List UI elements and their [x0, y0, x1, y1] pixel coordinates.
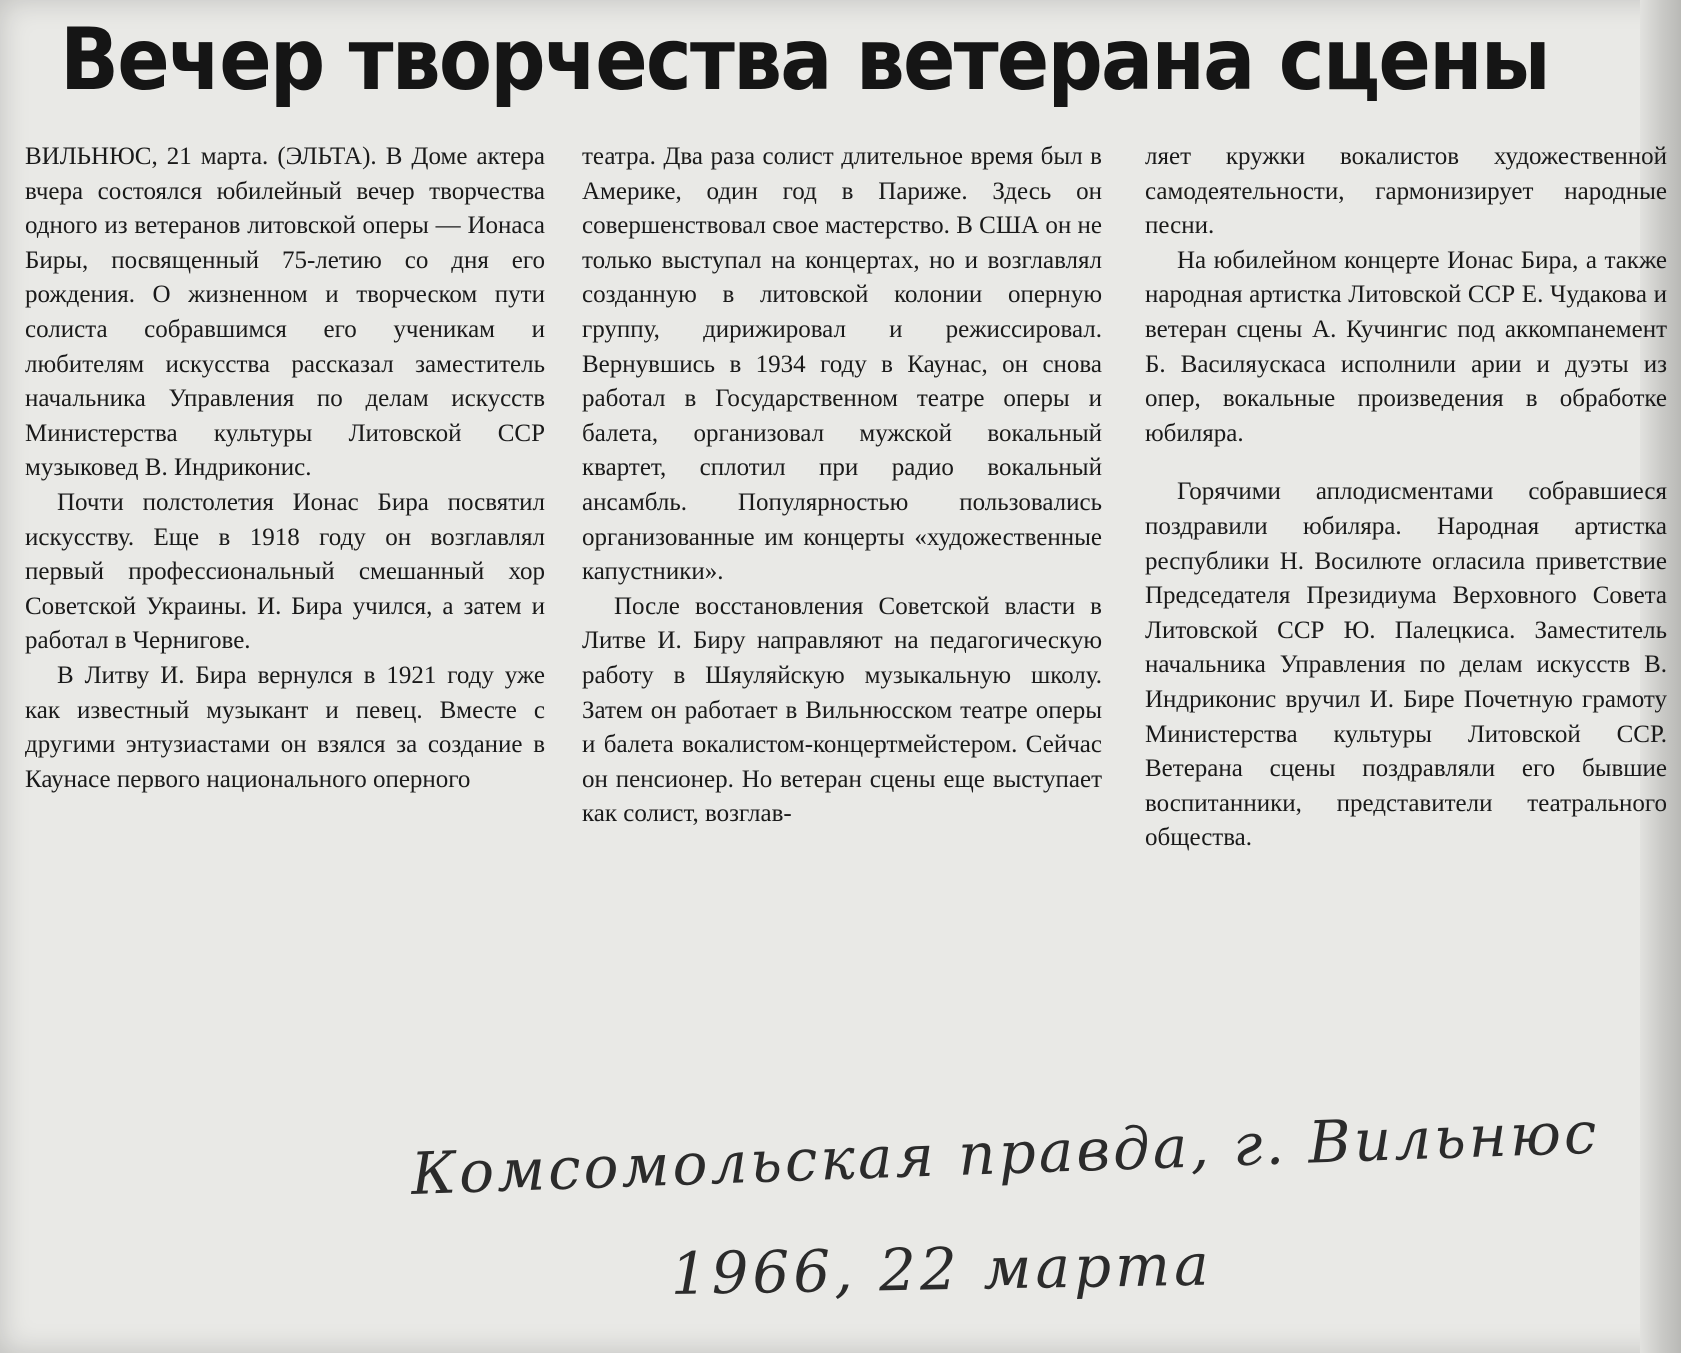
headline: Вечер творчества ветерана сцены: [60, 10, 1549, 110]
column-3-paragraph-3: Горячими аплодисментами собравшиеся поздравили юбиляра. Народная артистка республики Н. Восилюте огласила приветствие Председателя Президиума Верховного Совета Литовской ССР Ю. Палецкиса. Заместитель начальника Управления по делам искусств В. Индриконис вручил И. Бире Почетную грамоту Министерства культуры Литовской ССР. Ветерана сцены поздравляли его бывшие воспитанники, представители театрального общества.: [1145, 478, 1667, 852]
handwritten-note-line-2: 1966, 22 марта: [670, 1230, 1214, 1308]
article-column-1: [25, 140, 545, 797]
article-column-3: [1145, 140, 1667, 856]
article-column-2: [582, 140, 1102, 832]
handwritten-source-note: [410, 1098, 1610, 1350]
column-1-paragraph-1: ВИЛЬНЮС, 21 марта. (ЭЛЬТА). В Доме актера вчера состоялся юбилейный вечер творчества одного из ветеранов литовской оперы — Ионаса Биры, посвященный 75-летию со дня его рождения. О жизненном и творческом пути солиста собравшимся его ученикам и любителям искусства рассказал заместитель начальника Управления по делам искусств Министерства культуры Литовской ССР музыковед В. Индриконис.: [25, 143, 545, 482]
column-2-paragraph-2: После восстановления Советской власти в Литве И. Биру направляют на педагогическую работу в Шяуляйскую музыкальную школу. Затем он работает в Вильнюсском театре оперы и балета вокалистом-концертмейстером. Сейчас он пенсионер. Но ветеран сцены еще выступает как солист, возглав-: [582, 592, 1102, 828]
column-2-paragraph-1: театра. Два раза солист длительное время был в Америке, один год в Париже. Здесь он совершенствовал свое мастерство. В США он не только выступал на концертах, но и возглавлял созданную в литовской колонии оперную группу, дирижировал и режиссировал. Вернувшись в 1934 году в Каунас, он снова работал в Государственном театре оперы и балета, организовал мужской вокальный квартет, сплотил при радио вокальный ансамбль. Популярностью пользовались организованные им концерты «художественные капустники».: [582, 143, 1102, 586]
column-3-paragraph-2: На юбилейном концерте Ионас Бира, а также народная артистка Литовской ССР Е. Чудакова и ветеран сцены А. Кучингис под аккомпанемент Б. Василяускаса исполнили арии и дуэты из опер, вокальные произведения в обработке юбиляра.: [1145, 246, 1667, 447]
handwritten-note-line-1: Комсомольская правда, г. Вильнюс: [410, 1098, 1601, 1208]
column-3-paragraph-1: ляет кружки вокалистов художественной самодеятельности, гармонизирует народные песни.: [1145, 143, 1667, 240]
column-1-paragraph-3: В Литву И. Бира вернулся в 1921 году уже как известный музыкант и певец. Вместе с другими энтузиастами он взялся за создание в Каунасе первого национального оперного: [25, 661, 545, 793]
column-1-paragraph-2: Почти полстолетия Ионас Бира посвятил искусству. Еще в 1918 году он возглавлял первый профессиональный смешанный хор Советской Украины. И. Бира учился, а затем и работал в Чернигове.: [25, 488, 545, 655]
